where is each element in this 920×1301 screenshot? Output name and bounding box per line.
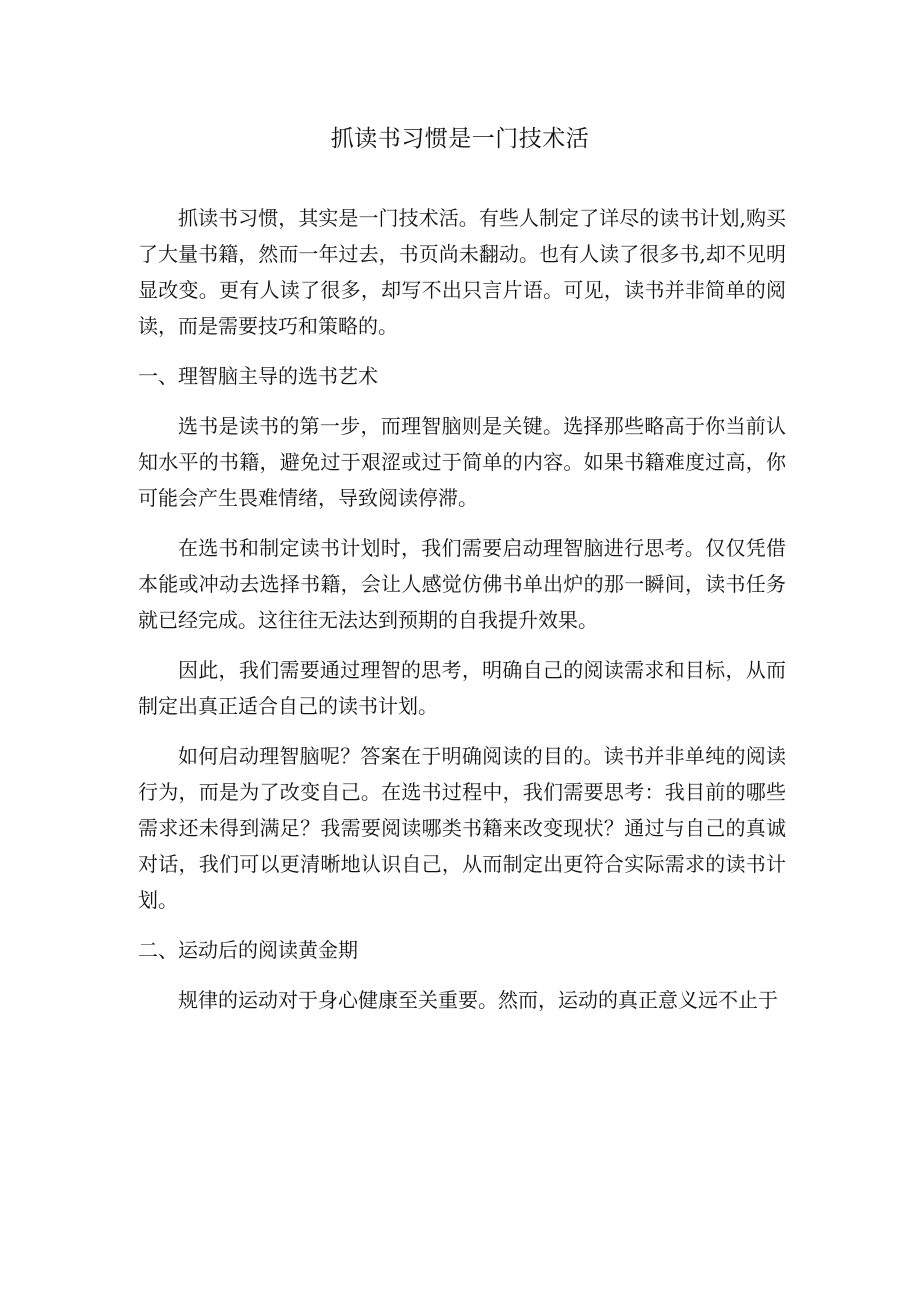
- paragraph-book-selection: 选书是读书的第一步，而理智脑则是关键。选择那些略高于你当前认知水平的书籍，避免过于艰涩或过于简单的内容。如果书籍难度过高，你可能会产生畏难情绪，导致阅读停滞。: [138, 414, 786, 510]
- document-body: [138, 200, 786, 1032]
- document-title: 抓读书习惯是一门技术活: [330, 126, 590, 152]
- section-heading-1: 一、理智脑主导的选书艺术: [138, 364, 378, 388]
- paragraph-rational-brain: 如何启动理智脑呢？答案在于明确阅读的目的。读书并非单纯的阅读行为，而是为了改变自己。在选书过程中，我们需要思考：我目前的哪些需求还未得到满足？我需要阅读哪类书籍来改变现状？通过与自己的真诚对话，我们可以更清晰地认识自己，从而制定出更符合实际需求的读书计划。: [138, 744, 786, 912]
- paragraph-exercise: 规律的运动对于身心健康至关重要。然而，运动的真正意义远不止于: [178, 988, 778, 1012]
- paragraph-conclusion: 因此，我们需要通过理智的思考，明确自己的阅读需求和目标，从而制定出真正适合自己的读书计划。: [138, 658, 786, 718]
- paragraph-intro: 抓读书习惯，其实是一门技术活。有些人制定了详尽的读书计划,购买了大量书籍，然而一年过去，书页尚未翻动。也有人读了很多书,却不见明显改变。更有人读了很多，却写不出只言片语。可见，读书并非简单的阅读，而是需要技巧和策略的。: [138, 206, 786, 338]
- section-heading-2: 二、运动后的阅读黄金期: [138, 938, 358, 962]
- paragraph-reading-plan: 在选书和制定读书计划时，我们需要启动理智脑进行思考。仅仅凭借本能或冲动去选择书籍，会让人感觉仿佛书单出炉的那一瞬间，读书任务就已经完成。这往往无法达到预期的自我提升效果。: [138, 536, 786, 632]
